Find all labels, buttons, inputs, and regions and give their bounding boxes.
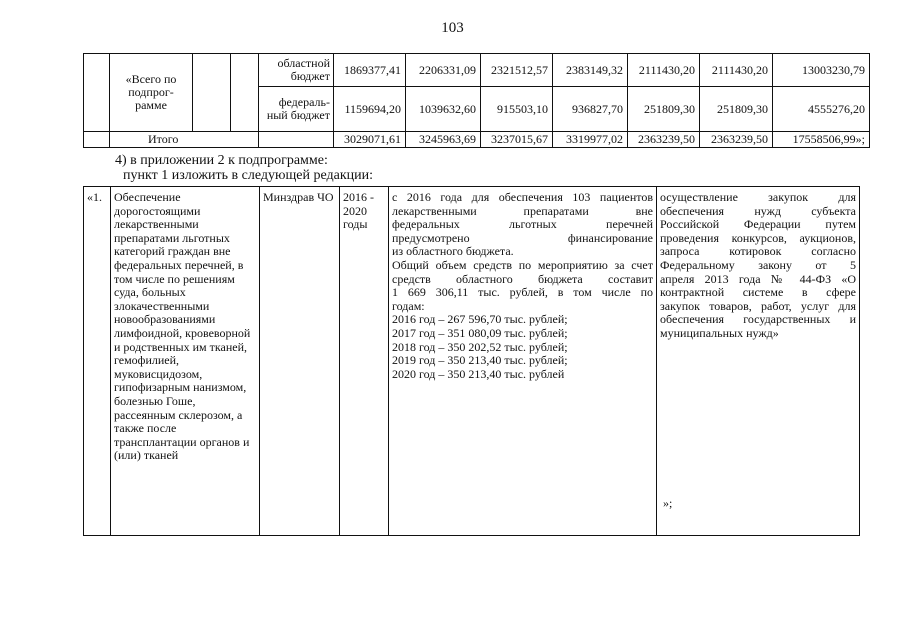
result-line: 2017 год – 351 080,09 тыс. рублей; [392, 325, 568, 340]
source-cell: областной бюджет [259, 54, 334, 87]
table-row [84, 54, 870, 87]
value-cell: 4555276,20 [773, 87, 870, 132]
instruction-text: пункт 1 изложить в следующей редакции: [123, 168, 373, 183]
total-value: 3245963,69 [406, 132, 481, 148]
result-line: средств областного бюджета составит [392, 271, 653, 286]
implementation-line: проведения конкурсов, аукционов, [660, 230, 856, 245]
value-cell: 936827,70 [553, 87, 628, 132]
measure-number: «1. [84, 187, 111, 536]
value-cell: 251809,30 [628, 87, 700, 132]
page-number: 103 [441, 20, 464, 36]
result-line: Общий объем средств по мероприятию за счет [392, 257, 653, 272]
total-value: 3029071,61 [334, 132, 406, 148]
result-line: лекарственными препаратами вне [392, 203, 653, 218]
implementation-line: обеспечения нужд субъекта [660, 203, 856, 218]
result-line: предусмотрено финансирование [392, 230, 653, 245]
total-row [84, 132, 870, 148]
implementation-line: Российской Федерации путем [660, 217, 856, 232]
value-cell: 2321512,57 [481, 54, 553, 87]
total-value: 2363239,50 [700, 132, 773, 148]
implementation-line: запроса котировок согласно [660, 244, 856, 259]
total-value: 3319977,02 [553, 132, 628, 148]
result-line: 1 669 306,11 тыс. рублей, в том числе по [392, 285, 653, 300]
result-line: с 2016 года для обеспечения 103 пациентов [392, 190, 653, 204]
closing-quote: »; [663, 496, 673, 510]
value-cell: 2206331,09 [406, 54, 481, 87]
result-line: 2016 год – 267 596,70 тыс. рублей; [392, 312, 568, 327]
implementation-line: контрактной системе в сфере [660, 285, 856, 300]
total-value: 17558506,99»; [773, 132, 870, 148]
result-line: 2018 год – 350 202,52 тыс. рублей; [392, 339, 568, 354]
implementation-line: закупок товаров, работ, услуг для [660, 298, 856, 313]
group-label: «Всего по подпрог-рамме [110, 54, 193, 132]
result-line: из областного бюджета. [392, 244, 514, 259]
total-label: Итого [110, 132, 259, 148]
measure-result [389, 187, 657, 536]
measure-period: 2016 - 2020 годы [340, 187, 389, 536]
measure-name: Обеспечение дорогостоящими лекарственными препаратами льготных категорий граждан вне федеральных перечней, в том числе по решениям суда, больных злокачественными новообразованиями лимфоидной, кровеворной и родственных им тканей, гемофилией, муковисцидозом, гипофизарным нанизмом, болезнью Гоше, рассеянным склерозом, а также после трансплантации органов и (или) тканей [111, 187, 260, 536]
value-cell: 1039632,60 [406, 87, 481, 132]
value-cell: 1159694,20 [334, 87, 406, 132]
implementation-line: муниципальных нужд» [660, 325, 779, 340]
instruction-text: 4) в приложении 2 к подпрограмме: [115, 153, 328, 168]
total-value: 2363239,50 [628, 132, 700, 148]
summary-table [83, 53, 870, 148]
result-line: федеральных льготных перечней [392, 217, 653, 232]
measure-table [83, 186, 860, 536]
source-cell: федераль-ный бюджет [259, 87, 334, 132]
result-line: 2020 год – 350 213,40 тыс. рублей [392, 366, 565, 381]
value-cell: 251809,30 [700, 87, 773, 132]
measure-executor: Минздрав ЧО [260, 187, 340, 536]
value-cell: 2111430,20 [700, 54, 773, 87]
result-line: 2019 год – 350 213,40 тыс. рублей; [392, 353, 568, 368]
implementation-line: осуществление закупок для [660, 190, 856, 204]
result-line: годам: [392, 298, 425, 313]
value-cell: 915503,10 [481, 87, 553, 132]
value-cell: 2111430,20 [628, 54, 700, 87]
total-value: 3237015,67 [481, 132, 553, 148]
implementation-line: обеспечения государственных и [660, 312, 856, 327]
value-cell: 1869377,41 [334, 54, 406, 87]
value-cell: 2383149,32 [553, 54, 628, 87]
implementation-line: Федеральному закону от 5 [660, 257, 856, 272]
table-row [84, 187, 860, 536]
implementation-line: апреля 2013 года № 44-ФЗ «О [660, 271, 856, 286]
measure-implementation [657, 187, 860, 536]
value-cell: 13003230,79 [773, 54, 870, 87]
